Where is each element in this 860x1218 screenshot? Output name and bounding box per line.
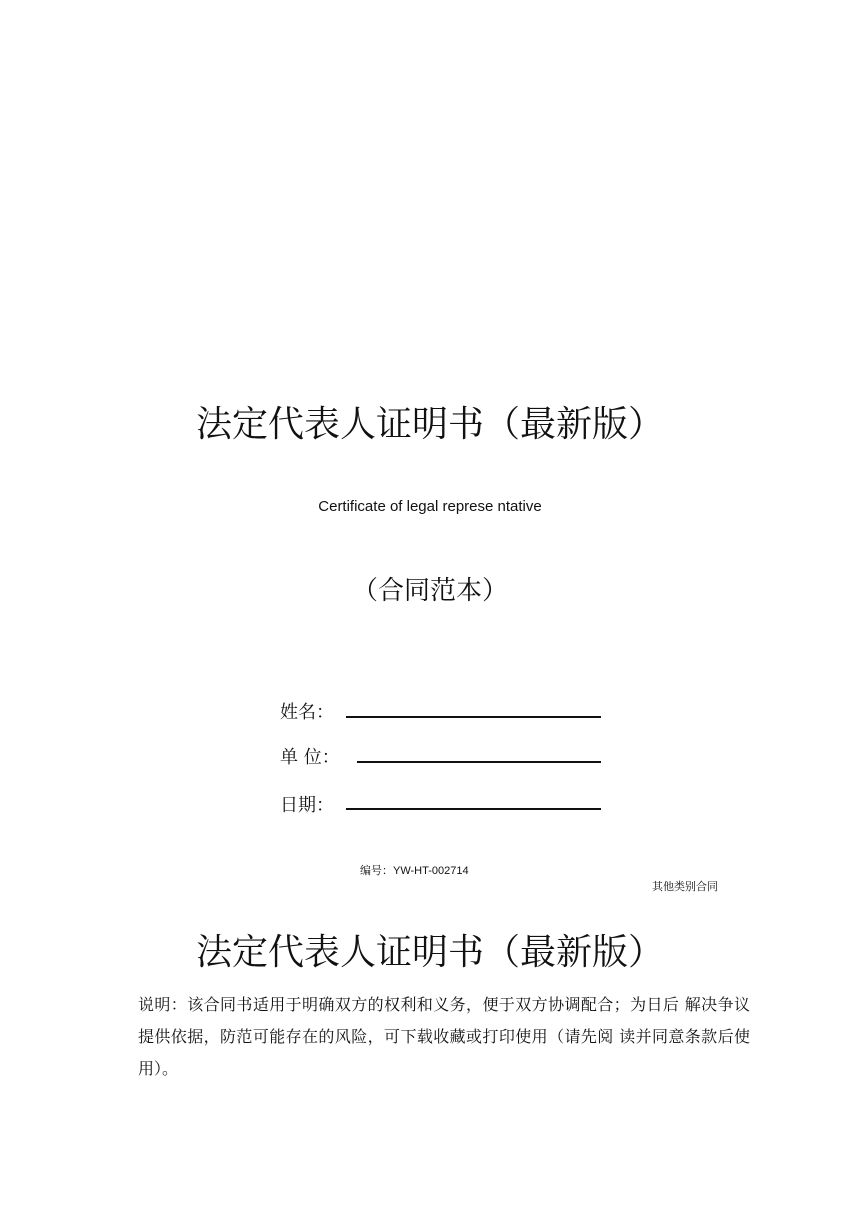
description-paragraph: 说明：该合同书适用于明确双方的权利和义务，便于双方协调配合；为日后 解决争议提供依据，防范可能存在的风险，可下载收藏或打印使用（请先阅 读并同意条款后使用）。 (138, 995, 750, 1078)
unit-field-blank[interactable] (357, 761, 601, 763)
name-field-label: 姓名： (280, 702, 334, 723)
document-type-label: （合同范本） (351, 576, 508, 606)
cover-subtitle-english: Certificate of legal represe ntative (318, 498, 542, 515)
cover-title: 法定代表人证明书（最新版） (195, 404, 664, 445)
unit-field-label: 单 位： (280, 747, 340, 768)
unit-field-row (280, 743, 340, 769)
contract-category: 其他类别合同 (652, 881, 718, 893)
date-field-blank[interactable] (346, 808, 601, 810)
document-number: 编号：YW-HT-002714 (360, 865, 469, 877)
date-field-label: 日期： (280, 795, 334, 816)
date-field-row (280, 791, 334, 817)
name-field-row (280, 698, 334, 724)
name-field-blank[interactable] (346, 716, 601, 718)
body-title: 法定代表人证明书（最新版） (195, 932, 664, 973)
